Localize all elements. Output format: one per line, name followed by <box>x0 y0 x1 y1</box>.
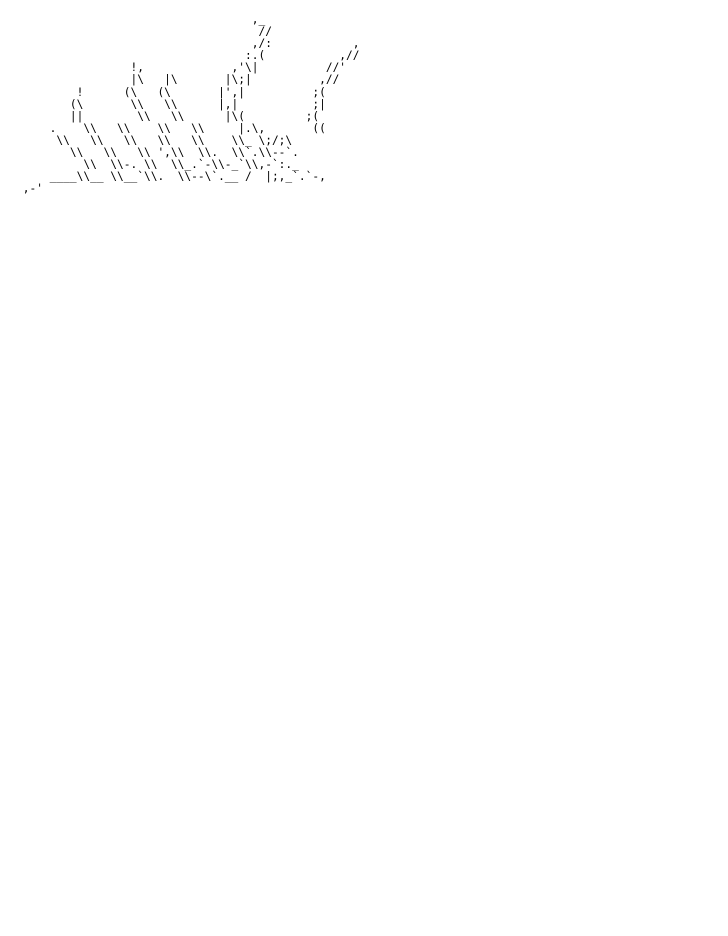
ascii-art-logo: ,_ // ,/: , :.( ,// !, ,'\| //' |\ |\ |\;| ,// ! (\ (\ |',| ;( (\ \\ \\ |,| ;| || \\ \\ |\( ;( . \\ \\ \\ \\ |.\, (( \\ \\ \\ \\ \\ \\_ \;/;\ \\ \\ \\ ',\\ \\. \\`.\\--`. \\ \\-. \\ \\_.`-\\-_`\\,-`:._ ____\\__ \\__`\\. \\--\`.__ / |;,_`.`-, ,-' <box>22 13 360 196</box>
